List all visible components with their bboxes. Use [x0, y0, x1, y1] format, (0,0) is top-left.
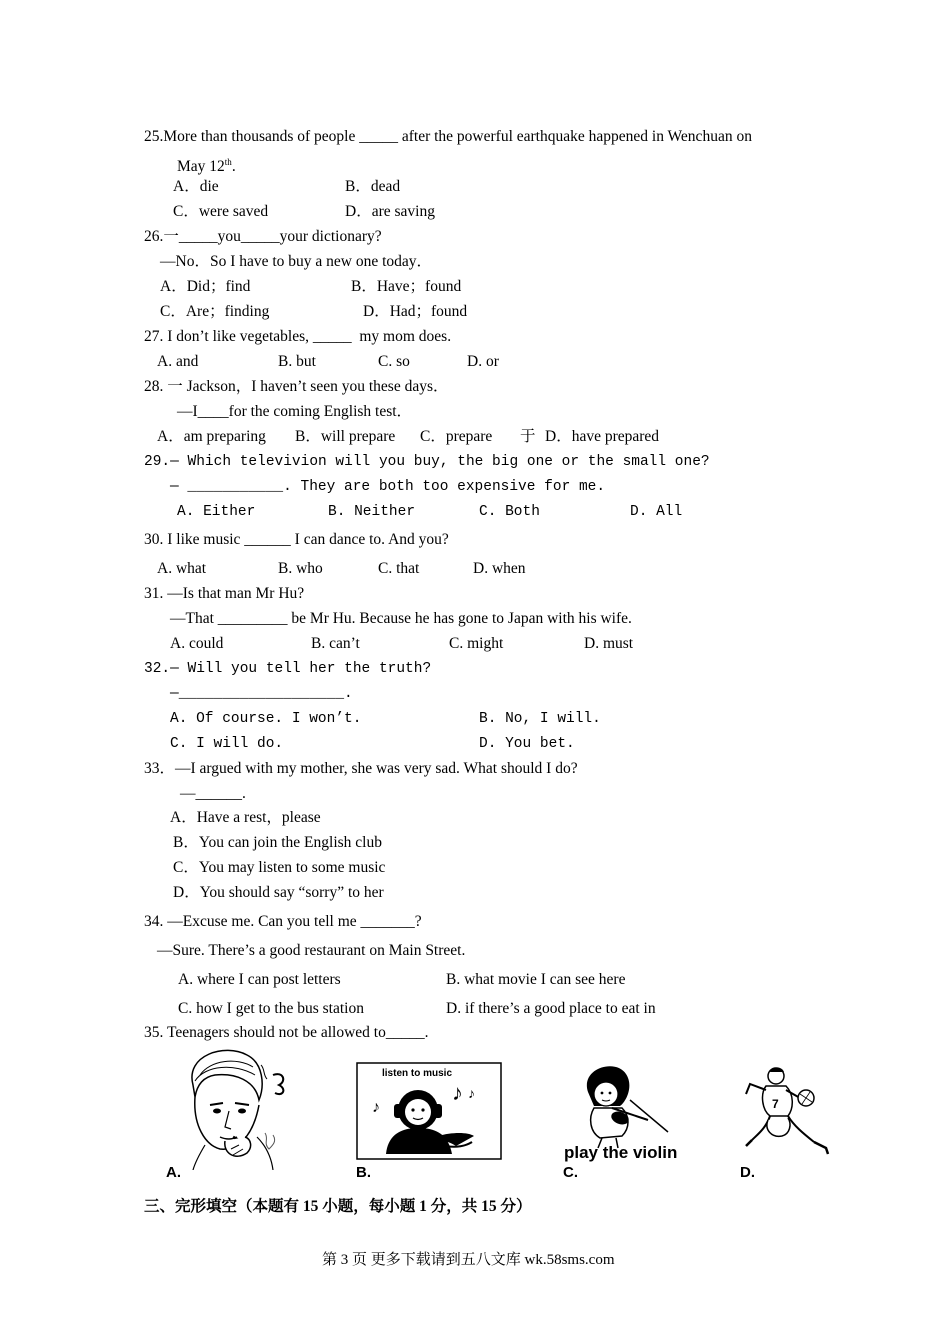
- q25-stem-cont: May 12th.: [177, 157, 236, 176]
- q32-reply: —___________________.: [170, 686, 353, 702]
- q28-stray-char: 于: [520, 428, 536, 445]
- q32-option-d: D. You bet.: [479, 736, 575, 752]
- q35-option-b: B.: [356, 1164, 371, 1181]
- q26-option-b: B．Have；found: [351, 278, 462, 295]
- q33-option-b: B．You can join the English club: [173, 834, 382, 851]
- q28-option-c: C．prepare: [420, 428, 493, 445]
- svg-text:♪: ♪: [468, 1087, 475, 1102]
- q25-option-a: A．die: [173, 178, 219, 195]
- q29-option-d: D. All: [630, 504, 683, 520]
- picture-b-label: listen to music: [382, 1068, 453, 1079]
- q33-option-d: D．You should say “sorry” to her: [173, 884, 384, 901]
- q28-reply: —I____for the coming English test．: [177, 403, 413, 420]
- picture-c-label: play the violin: [564, 1143, 678, 1162]
- page-footer: 第 3 页 更多下载请到五八文库 wk.58sms.com: [322, 1252, 615, 1268]
- q26-reply: —No．So I have to buy a new one today．: [160, 253, 433, 270]
- section-3-heading: 三、完形填空（本题有 15 小题，每小题 1 分，共 15 分）: [144, 1198, 532, 1215]
- q32-option-c: C. I will do.: [170, 736, 284, 752]
- q31-option-b: B. can’t: [311, 635, 360, 652]
- q27-option-a: A. and: [157, 353, 199, 370]
- q28-stem: 28. 一 Jackson，I haven’t seen you these days．: [144, 378, 449, 395]
- q31-reply: —That _________ be Mr Hu. Because he has gone to Japan with his wife.: [170, 610, 632, 627]
- q30-option-b: B. who: [278, 560, 323, 577]
- picture-b-music-icon: [356, 1062, 502, 1160]
- q29-stem: 29.— Which televivion will you buy, the big one or the small one?: [144, 454, 710, 470]
- q29-option-b: B. Neither: [328, 504, 416, 520]
- q35-option-c: C.: [563, 1164, 578, 1181]
- picture-c-violin-icon: [560, 1062, 680, 1162]
- picture-a-smoking-icon: [165, 1045, 295, 1170]
- q25-stem: 25.More than thousands of people _____ after the powerful earthquake happened in Wenchuan on: [144, 128, 752, 145]
- svg-text:♪: ♪: [452, 1080, 463, 1105]
- q25-option-d: D．are saving: [345, 203, 435, 220]
- q28-option-d: D．have prepared: [545, 428, 660, 445]
- q30-option-a: A. what: [157, 560, 207, 577]
- q32-option-a: A. Of course. I won’t.: [170, 711, 362, 727]
- q26-option-a: A．Did；find: [160, 278, 251, 295]
- q33-stem: 33．—I argued with my mother, she was very sad. What should I do?: [144, 760, 578, 777]
- q33-option-a: A．Have a rest，please: [170, 809, 321, 826]
- q34-option-d: D. if there’s a good place to eat in: [446, 1000, 656, 1017]
- q35-stem: 35. Teenagers should not be allowed to_____.: [144, 1024, 429, 1041]
- q28-option-a: A．am preparing: [157, 428, 266, 445]
- q31-option-a: A. could: [170, 635, 224, 652]
- q29-option-a: A. Either: [177, 504, 256, 520]
- q27-option-d: D. or: [467, 353, 499, 370]
- svg-text:7: 7: [772, 1097, 779, 1111]
- q27-stem: 27. I don’t like vegetables, _____ my mom does.: [144, 328, 452, 345]
- q34-reply: —Sure. There’s a good restaurant on Main Street.: [157, 942, 466, 959]
- q28-option-b: B．will prepare: [295, 428, 396, 445]
- q31-stem: 31. —Is that man Mr Hu?: [144, 585, 305, 602]
- q34-option-c: C. how I get to the bus station: [178, 1000, 364, 1017]
- q34-option-a: A. where I can post letters: [178, 971, 341, 988]
- q30-option-c: C. that: [378, 560, 420, 577]
- q26-option-d: D．Had；found: [363, 303, 468, 320]
- q25-option-c: C．were saved: [173, 203, 269, 220]
- q29-option-c: C. Both: [479, 504, 540, 520]
- q32-stem: 32.— Will you tell her the truth?: [144, 661, 432, 677]
- q34-stem: 34. —Excuse me. Can you tell me _______?: [144, 913, 422, 930]
- q26-option-c: C．Are；finding: [160, 303, 270, 320]
- q27-option-c: C. so: [378, 353, 410, 370]
- svg-text:♪: ♪: [372, 1099, 380, 1116]
- q34-option-b: B. what movie I can see here: [446, 971, 626, 988]
- q33-reply: —______.: [180, 785, 246, 802]
- q26-stem: 26.一_____you_____your dictionary?: [144, 228, 382, 245]
- q31-option-c: C. might: [449, 635, 504, 652]
- picture-d-player-icon: [742, 1064, 832, 1160]
- q30-stem: 30. I like music ______ I can dance to. And you?: [144, 531, 449, 548]
- q35-option-a: A.: [166, 1164, 181, 1181]
- q27-option-b: B. but: [278, 353, 316, 370]
- q35-option-d: D.: [740, 1164, 755, 1181]
- q29-reply: — ___________. They are both too expensive for me.: [170, 479, 606, 495]
- q33-option-c: C．You may listen to some music: [173, 859, 386, 876]
- q30-option-d: D. when: [473, 560, 526, 577]
- q31-option-d: D. must: [584, 635, 634, 652]
- q32-option-b: B. No, I will.: [479, 711, 601, 727]
- q25-option-b: B．dead: [345, 178, 401, 195]
